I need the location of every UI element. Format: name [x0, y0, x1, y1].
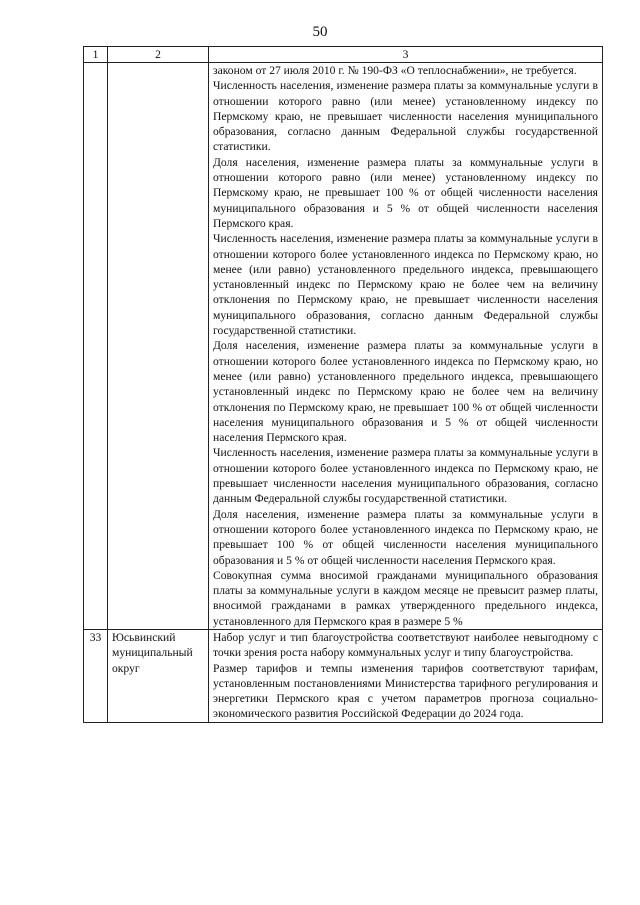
- table-row: [84, 63, 603, 630]
- conditions-cell: [209, 63, 603, 630]
- paragraph: Численность населения, изменение размера платы за коммунальные услуги в отношении которого более установленного индекса по Пермскому краю, не превышает численности населения муниципального образования, согласно данным Федеральной службы государственной статистики.: [213, 446, 598, 506]
- paragraph: законом от 27 июля 2010 г. № 190-ФЗ «О теплоснабжении», не требуется.: [213, 64, 577, 77]
- paragraph: Численность населения, изменение размера платы за коммунальные услуги в отношении которого равно (или менее) установленному индексу по Пермскому краю, не превышает численности населения муниципального образования, согласно данным Федеральной службы государственной статистики.: [213, 79, 598, 154]
- table-row: [84, 629, 603, 722]
- paragraph: Доля населения, изменение размера платы за коммунальные услуги в отношении которого равно (или менее) установленному индексу по Пермскому краю, не превышает 100 % от общей численности населения муниципального образования и 5 % от общей численности населения Пермского края.: [213, 155, 598, 230]
- municipality-name-cell: [108, 63, 209, 630]
- conditions-cell: [209, 629, 603, 722]
- row-number-cell: 33: [84, 629, 108, 722]
- paragraph: Численность населения, изменение размера платы за коммунальные услуги в отношении которого более установленного индекса по Пермскому краю, но менее (или равно) установленного предельного индекса, превышающего установленный индекс по Пермскому краю не более чем на величину отклонения по Пермскому краю, не превышает численности населения муниципального образования, согласно данным Федеральной службы государственной статистики.: [213, 232, 598, 338]
- paragraph: Набор услуг и тип благоустройства соответствуют наиболее невыгодному с точки зрения роста набору коммунальных услуг и типу благоустройства.: [213, 630, 598, 660]
- document-table: [83, 46, 603, 723]
- table-header-row: [84, 47, 603, 63]
- paragraph: Совокупная сумма вносимой гражданами муниципального образования платы за коммунальные услуги в каждом месяце не превысит размер платы, вносимой гражданами в рамках утвержденного предельного индекса, установленного для Пермского края в размере 5 %: [213, 568, 598, 628]
- paragraph: Размер тарифов и темпы изменения тарифов соответствуют тарифам, установленным постановлениями Министерства тарифного регулирования и энергетики Пермского края с учетом параметров прогноза социально-экономического развития Российской Федерации до 2024 года.: [213, 661, 598, 721]
- column-header-1: 1: [84, 47, 108, 63]
- municipality-name-cell: Юсьвинский муниципальный округ: [108, 629, 209, 722]
- column-header-2: 2: [108, 47, 209, 63]
- row-number-cell: [84, 63, 108, 630]
- page-number: 50: [312, 24, 328, 40]
- paragraph: Доля населения, изменение размера платы за коммунальные услуги в отношении которого более установленного индекса по Пермскому краю, но менее (или равно) установленного предельного индекса, превышающего установленный индекс по Пермскому краю не более чем на величину отклонения по Пермскому краю, не превышает 100 % от общей численности населения муниципального образования и 5 % от общей численности населения Пермского края.: [213, 339, 598, 445]
- paragraph: Доля населения, изменение размера платы за коммунальные услуги в отношении которого более установленного индекса по Пермскому краю, не превышает 100 % от общей численности населения муниципального образования и 5 % от общей численности населения Пермского края.: [213, 507, 598, 567]
- column-header-3: 3: [209, 47, 603, 63]
